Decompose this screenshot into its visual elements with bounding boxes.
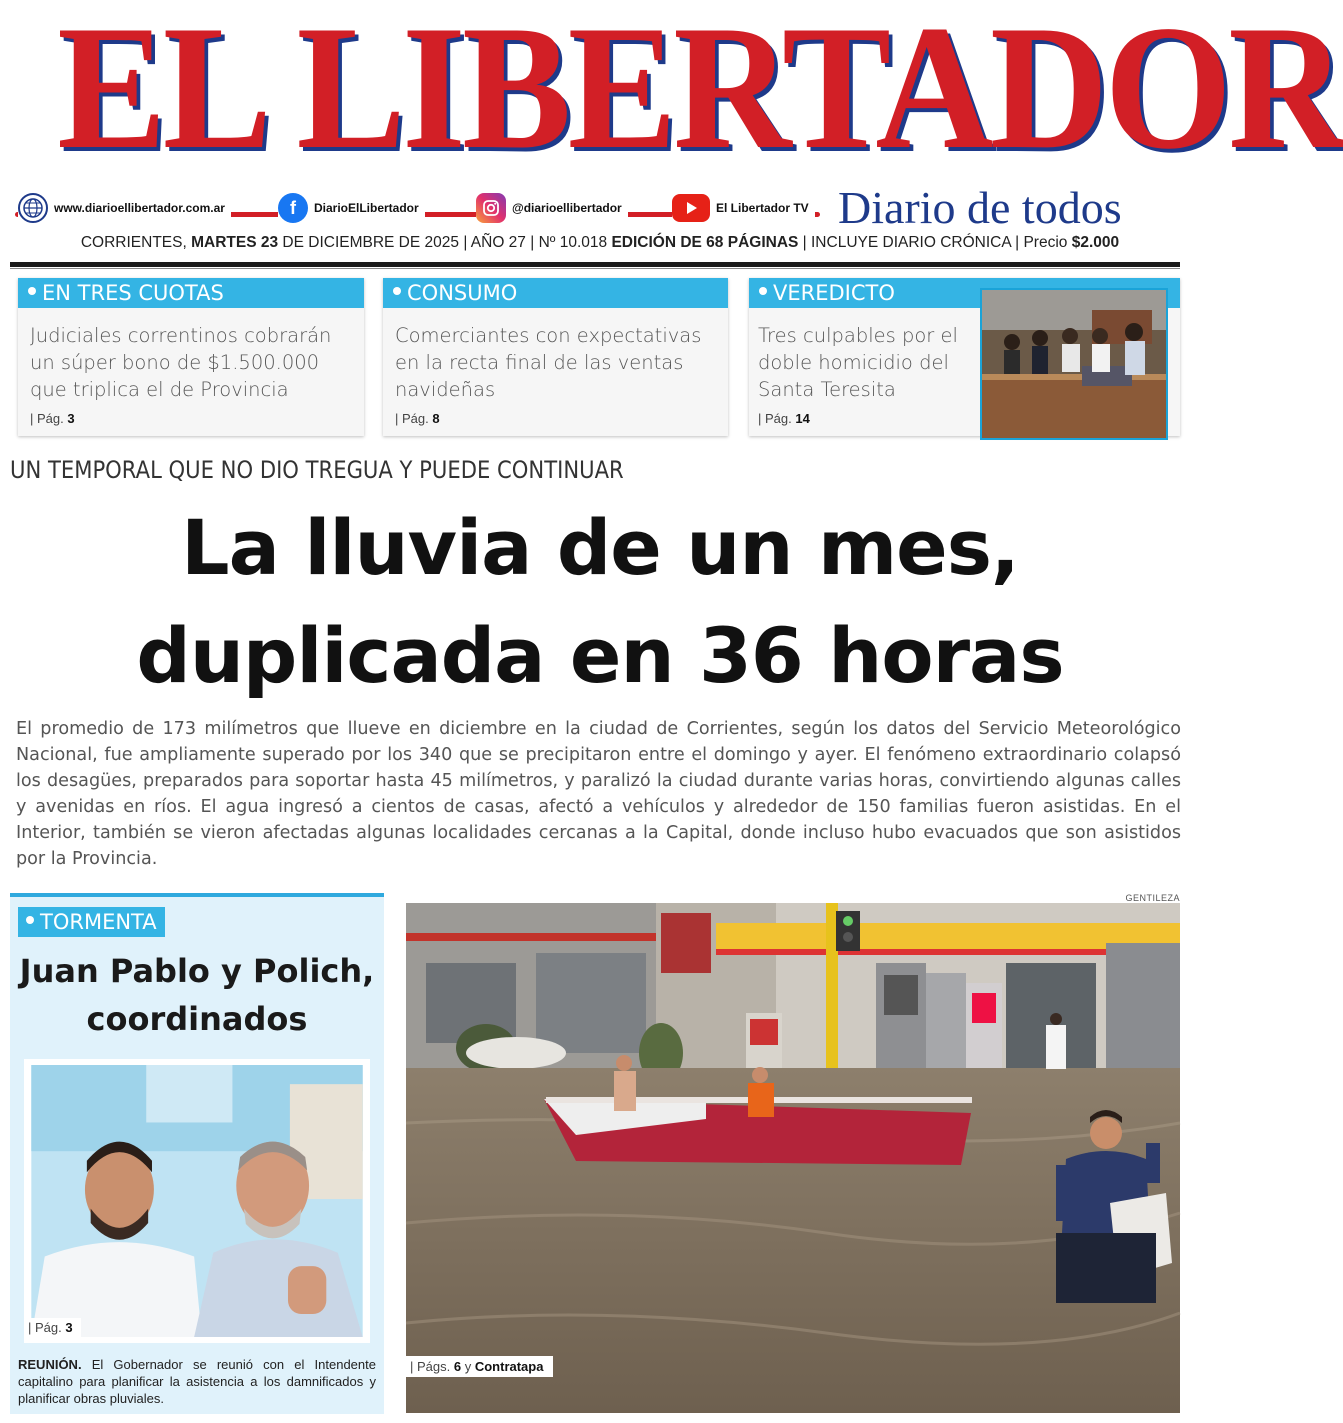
meeting-photo [24, 1059, 370, 1343]
photo-page-ref: | Págs. 6 y Contratapa [406, 1356, 553, 1377]
dateline-extra: | INCLUYE DIARIO CRÓNICA | Precio [802, 234, 1068, 251]
newspaper-logo: EL LIBERTADOR [57, 0, 1343, 186]
sidebar-story[interactable] [10, 893, 384, 1414]
story-lede: El promedio de 173 milímetros que llueve en diciembre en la ciudad de Corrientes, según los datos del Servicio Meteorológico Nacional, fue ampliamente superado por los 340 que se precipitaron entre el domingo y ayer. El fenómeno extraordinario colapsó los desagües, preparados para soportar hasta 45 milímetros, y paralizó la ciudad durante varias horas, convirtiendo algunas calles y avenidas en ríos. El agua ingresó a cientos de casas, afectó a vehículos y alrededor de 150 familias fueron asistidas. En el Interior, también se vieron afectadas algunas localidades cercanas a la Capital, donde incluso hubo evacuados que son asistidos por la Provincia. [16, 719, 1181, 869]
dateline-issue: DE DICIEMBRE DE 2025 | AÑO 27 | Nº 10.018 [282, 234, 608, 251]
header-rule [10, 262, 1180, 267]
youtube-link[interactable] [672, 192, 815, 224]
story-kicker: UN TEMPORAL QUE NO DIO TREGUA Y PUEDE CONTINUAR [10, 456, 624, 484]
dateline-date: MARTES 23 [191, 234, 279, 251]
header-rule-thin [10, 268, 1180, 269]
website-link[interactable] [18, 192, 231, 224]
courtroom-photo [980, 288, 1168, 440]
website-label: www.diarioellibertador.com.ar [54, 201, 225, 215]
photo-caption [18, 1356, 376, 1407]
facebook-label: DiarioElLibertador [314, 201, 419, 215]
dateline-edition: EDICIÓN DE 68 PÁGINAS [611, 234, 799, 251]
dateline [0, 234, 1200, 252]
tag-label: TORMENTA [40, 910, 157, 934]
teaser-card[interactable] [18, 278, 364, 436]
masthead-tagline: Diario de todos [838, 182, 1122, 233]
teaser-headline: Comerciantes con expectativas en la recta final de las ventas navideñas [395, 324, 702, 401]
main-headline [0, 494, 1200, 710]
sidebar-headline-line-1: Juan Pablo y Polich, [19, 952, 375, 990]
flood-photo [406, 903, 1180, 1413]
teaser-card[interactable] [383, 278, 728, 436]
tag-label: VEREDICTO [773, 281, 895, 305]
section-tag [18, 278, 364, 308]
instagram-label: @diarioellibertador [512, 201, 622, 215]
caption-lead: REUNIÓN. [18, 1357, 82, 1372]
bullet-icon [26, 916, 34, 924]
bullet-icon [759, 287, 767, 295]
page-ref: | Pág. 3 [24, 1318, 81, 1337]
headline-line-1: La lluvia de un mes, [181, 503, 1019, 592]
sidebar-headline [10, 947, 384, 1043]
sidebar-headline-line-2: coordinados [86, 1000, 308, 1038]
youtube-icon [672, 194, 710, 222]
bullet-icon [393, 287, 401, 295]
globe-icon [18, 193, 48, 223]
page-ref: | Pág. 8 [395, 411, 440, 426]
section-tag [749, 278, 980, 308]
teaser-headline: Tres culpables por el doble homicidio del Santa Teresita [758, 324, 958, 401]
section-tag [383, 278, 728, 308]
dateline-price: $2.000 [1071, 234, 1120, 251]
teaser-headline: Judiciales correntinos cobrarán un súper bono de $1.500.000 que triplica el de Provincia [30, 324, 332, 401]
headline-line-2: duplicada en 36 horas [136, 611, 1064, 700]
facebook-icon: f [278, 193, 308, 223]
section-tag [18, 907, 165, 937]
page-ref: | Pág. 14 [758, 411, 810, 426]
instagram-link[interactable] [476, 192, 628, 224]
bullet-icon [28, 287, 36, 295]
caption-text: El Gobernador se reunió con el Intendente capitalino para planificar la asistencia a los damnificados y planificar obras pluviales. [18, 1357, 376, 1406]
tag-label: CONSUMO [407, 281, 518, 305]
tag-label: EN TRES CUOTAS [42, 281, 224, 305]
page-ref: | Pág. 3 [30, 411, 75, 426]
youtube-label: El Libertador TV [716, 201, 809, 215]
photo-credit: GENTILEZA [1125, 893, 1180, 903]
dateline-city: CORRIENTES, [80, 234, 187, 251]
instagram-icon [476, 193, 506, 223]
facebook-link[interactable] [278, 192, 425, 224]
